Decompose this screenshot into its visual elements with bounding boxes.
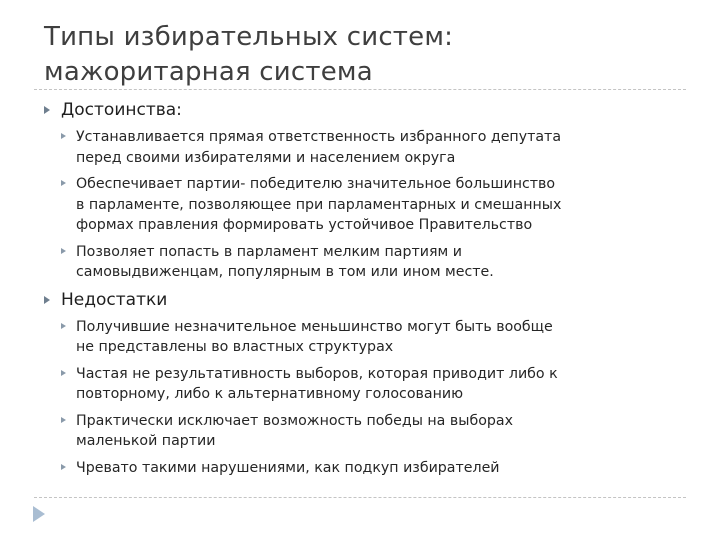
section-heading-text: Недостатки [61, 289, 168, 310]
list-item [61, 458, 684, 479]
triangle-bullet-icon [44, 296, 50, 304]
list-item-line: Чревато такими нарушениями, как подкуп избирателей [76, 459, 500, 476]
list-item-line: повторному, либо к альтернативному голосованию [76, 386, 464, 402]
list-item-line: формах правления формировать устойчивое Правительство [76, 217, 533, 233]
list-item-line: не представлены во властных структурах [76, 339, 394, 355]
triangle-bullet-icon [61, 417, 66, 423]
list-item-line: в парламенте, позволяющее при парламентарных и смешанных [76, 196, 562, 213]
triangle-bullet-icon [61, 133, 66, 139]
section-heading-disadvantages [44, 289, 684, 311]
triangle-bullet-icon [61, 180, 66, 186]
title-divider [34, 89, 686, 90]
title-line: Типы избирательных систем: [44, 22, 454, 52]
list-item [61, 174, 684, 236]
list-item-line: самовыдвиженцам, популярным в том или ином месте. [76, 264, 494, 280]
list-item [61, 411, 684, 452]
section-heading-advantages [44, 99, 684, 121]
list-item [61, 364, 684, 405]
list-item-line: маленькой партии [76, 433, 216, 449]
list-item-line: Получившие незначительное меньшинство могут быть вообще [76, 318, 553, 335]
triangle-bullet-icon [61, 248, 66, 254]
list-item [61, 317, 684, 358]
list-item-line: Устанавливается прямая ответственность избранного депутата [76, 129, 562, 145]
list-item-line: Частая не результативность выборов, которая приводит либо к [76, 365, 558, 382]
slide-title [44, 20, 684, 90]
triangle-bullet-icon [61, 323, 66, 329]
list-item [61, 242, 684, 283]
slide-content [44, 93, 684, 478]
corner-arrow-icon [33, 506, 45, 522]
triangle-bullet-icon [61, 370, 66, 376]
footer-divider [34, 497, 686, 498]
section-heading-text: Достоинства: [61, 100, 182, 120]
list-item-line: Позволяет попасть в парламент мелким партиям и [76, 243, 462, 260]
list-item-line: перед своими избирателями и населением округа [76, 149, 456, 166]
list-item [61, 127, 684, 168]
triangle-bullet-icon [44, 106, 50, 114]
list-item-line: Обеспечивает партии- победителю значительное большинство [76, 176, 556, 192]
triangle-bullet-icon [61, 464, 66, 470]
list-item-line: Практически исключает возможность победы на выборах [76, 412, 513, 429]
title-line: мажоритарная система [44, 57, 373, 87]
